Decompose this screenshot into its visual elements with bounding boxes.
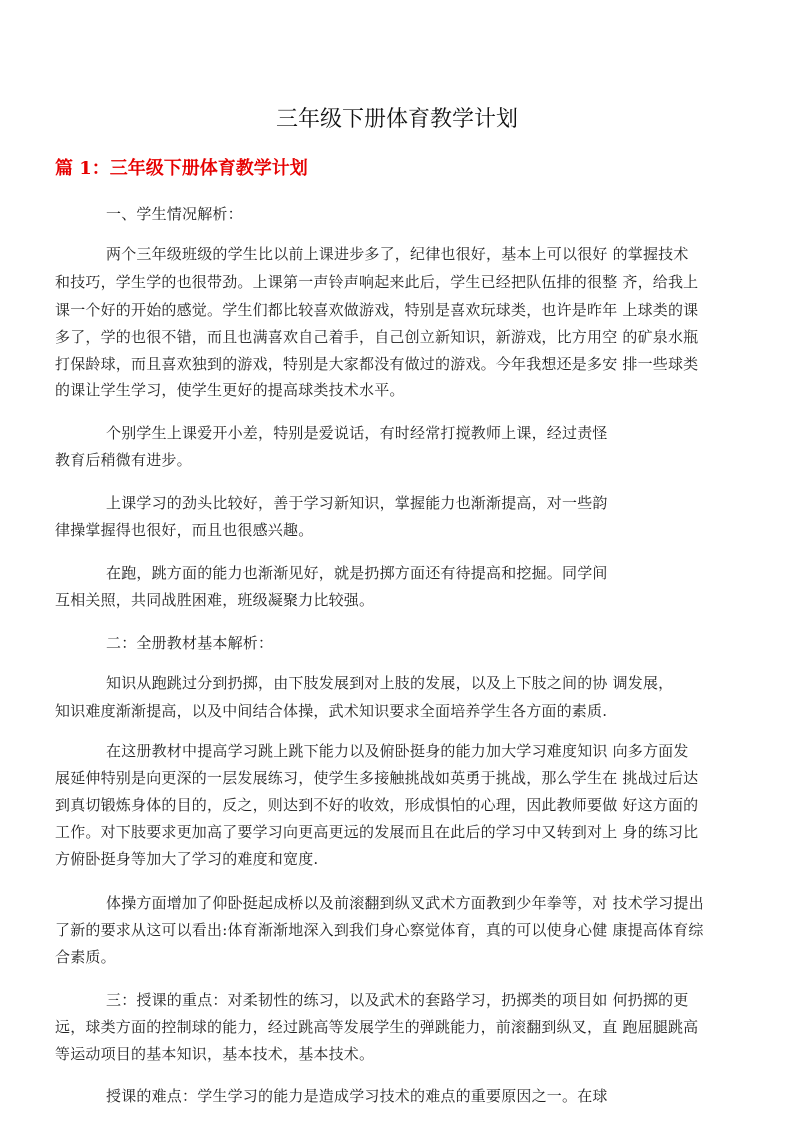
paragraph-line: 方俯卧挺身等加大了学习的难度和宽度. xyxy=(55,850,319,868)
paragraph-line: 上课学习的劲头比较好，善于学习新知识，掌握能力也渐渐提高，对一些韵 xyxy=(106,494,608,512)
paragraph-line: 个别学生上课爱开小差，特别是爱说话，有时经常打搅教师上课，经过责怪 xyxy=(106,424,608,442)
paragraph-line: 到真切锻炼身体的目的，反之，则达到不好的收效，形成惧怕的心理，因此教师要做 好这方面的 xyxy=(55,796,699,814)
paragraph-line: 体操方面增加了仰卧挺起成桥以及前滚翻到纵叉武术方面教到少年拳等，对 技术学习提出 xyxy=(106,894,704,912)
paragraph-line: 三：授课的重点：对柔韧性的练习，以及武术的套路学习，扔掷类的项目如 何扔掷的更 xyxy=(106,991,689,1009)
paragraph-line: 打保龄球，而且喜欢独到的游戏，特别是大家都没有做过的游戏。今年我想还是多安 排一些球类 xyxy=(55,355,699,373)
paragraph-line: 在这册教材中提高学习跳上跳下能力以及俯卧挺身的能力加大学习难度知识 向多方面发 xyxy=(106,742,689,760)
section-label: 二：全册教材基本解析： xyxy=(106,634,274,652)
paragraph-line: 课一个好的开始的感觉。学生们都比较喜欢做游戏，特别是喜欢玩球类，也许是昨年 上球类的课 xyxy=(55,301,699,319)
section-label: 一、学生情况解析： xyxy=(106,205,243,223)
paragraph-line: 多了，学的也很不错，而且也满喜欢自己着手，自己创立新知识，新游戏，比方用空 的矿泉水瓶 xyxy=(55,328,699,346)
section-heading: 篇 1：三年级下册体育教学计划 xyxy=(55,158,308,179)
paragraph-line: 展延伸特别是向更深的一层发展练习，使学生多接触挑战如英勇于挑战，那么学生在 挑战过后达 xyxy=(55,769,699,787)
paragraph-line: 知识难度渐渐提高，以及中间结合体操，武术知识要求全面培养学生各方面的素质. xyxy=(55,702,608,720)
paragraph-line: 在跑，跳方面的能力也渐渐见好，就是扔掷方面还有待提高和挖掘。同学间 xyxy=(106,564,608,582)
paragraph-line: 互相关照，共同战胜困难，班级凝聚力比较强。 xyxy=(55,591,375,609)
paragraph-line: 和技巧，学生学的也很带劲。上课第一声铃声响起来此后，学生已经把队伍排的很整 齐，给我上 xyxy=(55,273,699,291)
paragraph-line: 教育后稍微有进步。 xyxy=(55,451,192,469)
paragraph-line: 的课让学生学习，使学生更好的提高球类技术水平。 xyxy=(55,381,405,399)
paragraph-line: 等运动项目的基本知识，基本技术，基本技术。 xyxy=(55,1045,375,1063)
document-title: 三年级下册体育教学计划 xyxy=(275,107,518,132)
paragraph-line: 合素质。 xyxy=(55,948,116,966)
paragraph-line: 两个三年级班级的学生比以前上课进步多了，纪律也很好，基本上可以很好 的掌握技术 xyxy=(106,245,689,263)
paragraph-line: 了新的要求从这可以看出:体育渐渐地深入到我们身心察觉体育，真的可以使身心健 康提高体育综 xyxy=(55,921,704,939)
paragraph-line: 律操掌握得也很好，而且也很感兴趣。 xyxy=(55,521,314,539)
paragraph-line: 工作。对下肢要求更加高了要学习向更高更远的发展而且在此后的学习中又转到对上 身的练习比 xyxy=(55,823,699,841)
paragraph-line: 知识从跑跳过分到扔掷，由下肢发展到对上肢的发展，以及上下肢之间的协 调发展， xyxy=(106,674,674,692)
paragraph-line: 授课的难点：学生学习的能力是造成学习技术的难点的重要原因之一。在球 xyxy=(106,1087,608,1105)
paragraph-line: 远，球类方面的控制球的能力，经过跳高等发展学生的弹跳能力，前滚翻到纵叉，直 跑屈腿跳高 xyxy=(55,1018,699,1036)
